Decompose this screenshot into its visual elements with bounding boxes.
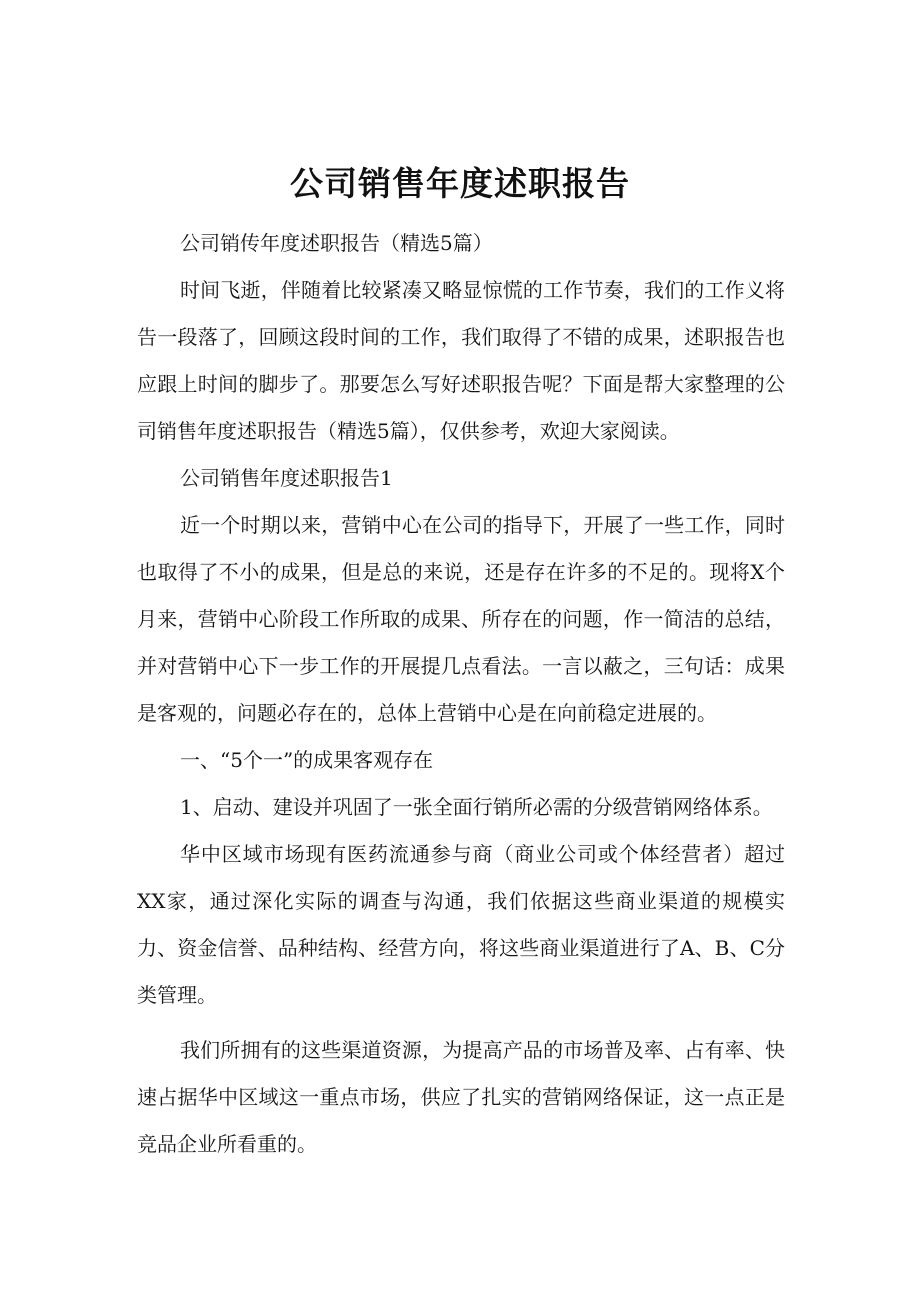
- section-heading-achievements: 一、“5个一”的成果客观存在: [180, 748, 434, 772]
- channel-resources-paragraph: 我们所拥有的这些渠道资源，为提高产品的市场普及率、占有率、快速占据华中区域这一重点市场，供应了扎实的营销网络保证，这一点正是竞品企业所看重的。: [137, 1038, 785, 1156]
- point-heading-1: 1、启动、建设并巩固了一张全面行销所必需的分级营销网络体系。: [180, 795, 773, 819]
- market-paragraph: 华中区域市场现有医药流通参与商（商业公司或个体经营者）超过XX家，通过深化实际的调查与沟通，我们依据这些商业渠道的规模实力、资金信誉、品种结构、经营方向，将这些商业渠道进行了A、B、C分类管理。: [137, 842, 785, 1007]
- document-title: 公司销售年度述职报告: [290, 164, 630, 204]
- document-body: [137, 220, 785, 1168]
- intro-paragraph: 时间飞逝，伴随着比较紧凑又略显惊慌的工作节奏，我们的工作义将告一段落了，回顾这段时间的工作，我们取得了不错的成果，述职报告也应跟上时间的脚步了。那要怎么写好述职报告呢？下面是帮大家整理的公司销售年度述职报告（精选5篇），仅供参考，欢迎大家阅读。: [137, 278, 785, 443]
- summary-paragraph: 近一个时期以来，营销中心在公司的指导下，开展了一些工作，同时也取得了不小的成果，但是总的来说，还是存在许多的不足的。现将X个月来，营销中心阶段工作所取的成果、所存在的问题，作一简洁的总结，并对营销中心下一步工作的开展提几点看法。一言以蔽之，三句话：成果是客观的，问题必存在的，总体上营销中心是在向前稳定进展的。: [137, 513, 785, 725]
- section-heading-report-1: 公司销售年度述职报告1: [180, 466, 393, 490]
- subtitle-paragraph: 公司销传年度述职报告（精选5篇）: [180, 231, 493, 255]
